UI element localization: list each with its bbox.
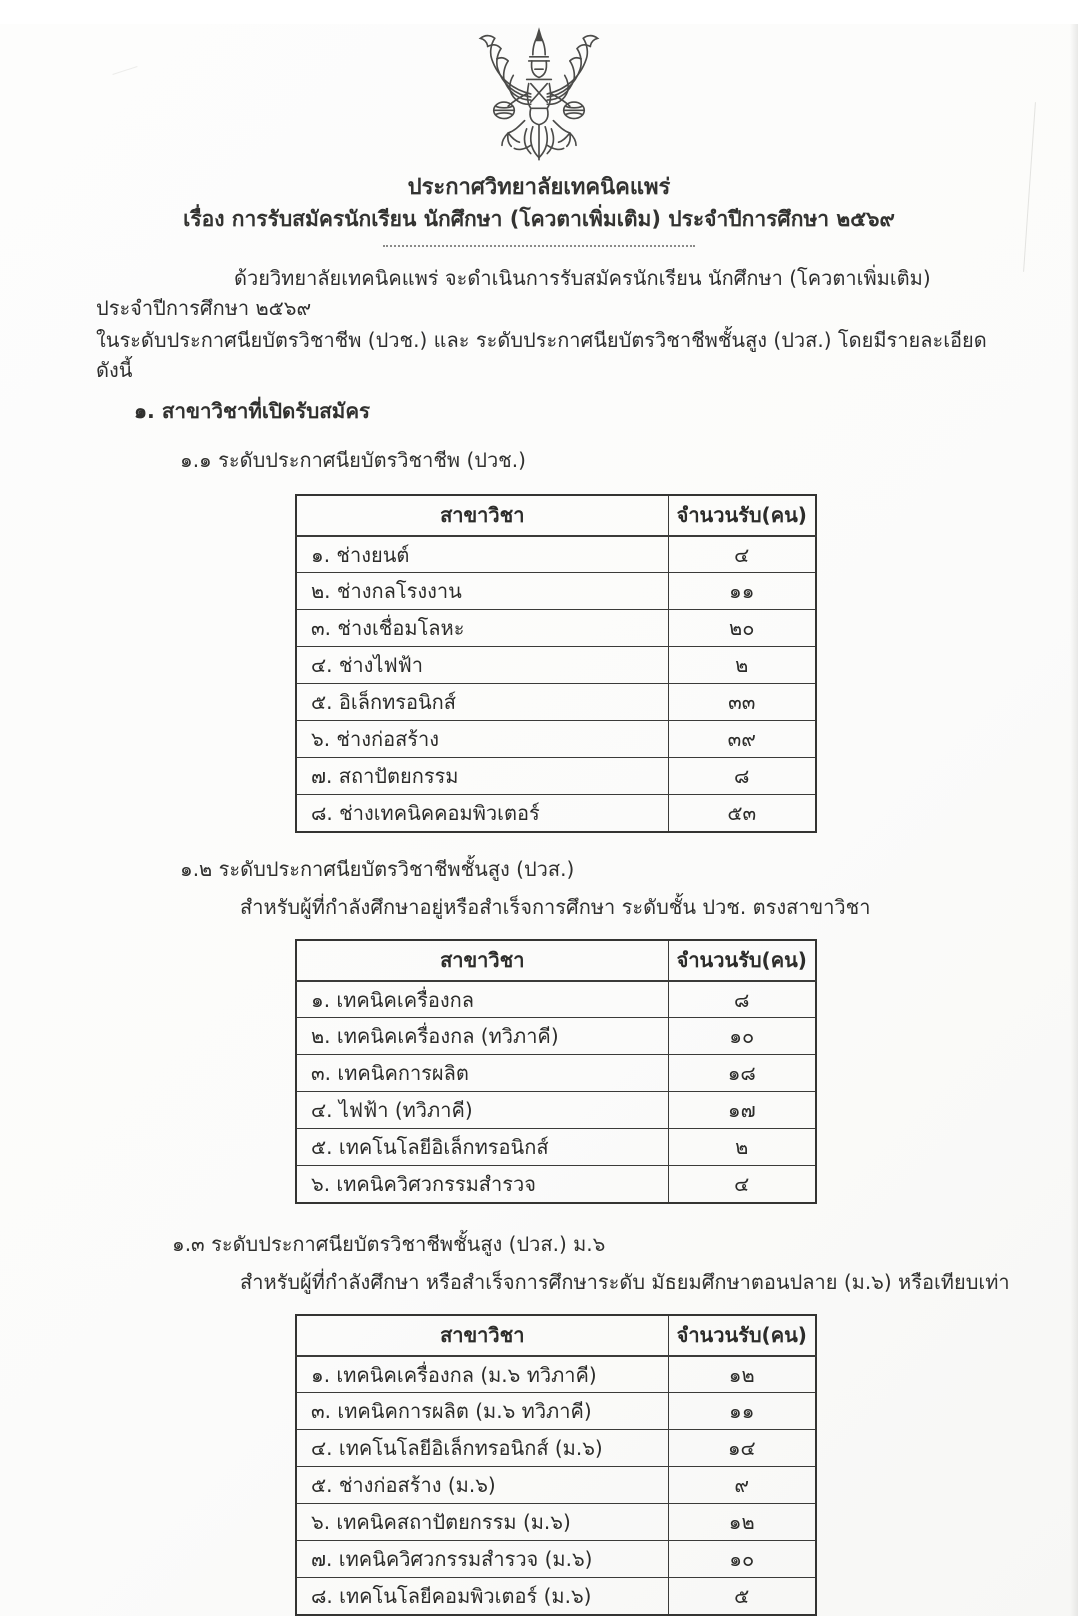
subject-cell: ๕. อิเล็กทรอนิกส์	[296, 684, 668, 721]
count-cell: ๘	[668, 981, 816, 1018]
count-cell: ๑๐	[668, 1018, 816, 1055]
column-header-subject: สาขาวิชา	[296, 940, 668, 981]
count-cell: ๑๑	[668, 1393, 816, 1430]
table-row	[296, 1166, 816, 1203]
count-cell: ๕	[668, 1578, 816, 1615]
subject-cell: ๑. เทคนิคเครื่องกล (ม.๖ ทวิภาคี)	[296, 1356, 668, 1393]
count-cell: ๑๑	[668, 573, 816, 610]
table-row	[296, 1430, 816, 1467]
subject-cell: ๘. ช่างเทคนิคคอมพิวเตอร์	[296, 795, 668, 832]
subject-cell: ๓. เทคนิคการผลิต (ม.๖ ทวิภาคี)	[296, 1393, 668, 1430]
table-row	[296, 758, 816, 795]
count-cell: ๙	[668, 1467, 816, 1504]
count-cell: ๒	[668, 647, 816, 684]
subject-cell: ๔. ไฟฟ้า (ทวิภาคี)	[296, 1092, 668, 1129]
column-header-subject: สาขาวิชา	[296, 1315, 668, 1356]
scan-edge-shadow	[1070, 24, 1078, 1616]
column-header-count: จำนวนรับ(คน)	[668, 1315, 816, 1356]
subject-cell: ๖. เทคนิคสถาปัตยกรรม (ม.๖)	[296, 1504, 668, 1541]
table-row	[296, 573, 816, 610]
subject-cell: ๗. เทคนิควิศวกรรมสำรวจ (ม.๖)	[296, 1541, 668, 1578]
intro-paragraph-line-2: ในระดับประกาศนียบัตรวิชาชีพ (ปวช.) และ ระดับประกาศนียบัตรวิชาชีพชั้นสูง (ปวส.) โดยมีรายละเอียดดังนี้	[96, 327, 987, 382]
subject-cell: ๓. เทคนิคการผลิต	[296, 1055, 668, 1092]
paper-crease-mark	[112, 66, 137, 75]
subject-cell: ๘. เทคโนโลยีคอมพิวเตอร์ (ม.๖)	[296, 1578, 668, 1615]
subject-cell: ๒. เทคนิคเครื่องกล (ทวิภาคี)	[296, 1018, 668, 1055]
count-cell: ๑๘	[668, 1055, 816, 1092]
count-cell: ๑๔	[668, 1430, 816, 1467]
table-row	[296, 684, 816, 721]
subject-cell: ๓. ช่างเชื่อมโลหะ	[296, 610, 668, 647]
section-1-1-heading: ๑.๑ ระดับประกาศนียบัตรวิชาชีพ (ปวช.)	[180, 447, 526, 472]
table-row	[296, 981, 816, 1018]
count-cell: ๒๐	[668, 610, 816, 647]
column-header-count: จำนวนรับ(คน)	[668, 495, 816, 536]
column-header-subject: สาขาวิชา	[296, 495, 668, 536]
subject-cell: ๔. เทคโนโลยีอิเล็กทรอนิกส์ (ม.๖)	[296, 1430, 668, 1467]
count-cell: ๔	[668, 536, 816, 573]
section-1-2-note: สำหรับผู้ที่กำลังศึกษาอยู่หรือสำเร็จการศึกษา ระดับชั้น ปวช. ตรงสาขาวิชา	[240, 894, 871, 919]
table-row	[296, 1467, 816, 1504]
section-1-3-heading: ๑.๓ ระดับประกาศนียบัตรวิชาชีพชั้นสูง (ปวส.) ม.๖	[172, 1231, 606, 1256]
subject-cell: ๖. เทคนิควิศวกรรมสำรวจ	[296, 1166, 668, 1203]
section-1-2-heading: ๑.๒ ระดับประกาศนียบัตรวิชาชีพชั้นสูง (ปวส.)	[180, 856, 575, 881]
count-cell: ๓๓	[668, 684, 816, 721]
count-cell: ๑๒	[668, 1356, 816, 1393]
section-1-heading: ๑. สาขาวิชาที่เปิดรับสมัคร	[134, 398, 371, 423]
pvch-quota-table	[295, 494, 817, 833]
table-row	[296, 1018, 816, 1055]
subject-cell: ๑. เทคนิคเครื่องกล	[296, 981, 668, 1018]
table-header-row	[296, 1315, 816, 1356]
section-1-3-note: สำหรับผู้ที่กำลังศึกษา หรือสำเร็จการศึกษาระดับ มัธยมศึกษาตอนปลาย (ม.๖) หรือเทียบเท่า	[240, 1269, 1010, 1294]
subject-cell: ๕. ช่างก่อสร้าง (ม.๖)	[296, 1467, 668, 1504]
document-subject: เรื่อง การรับสมัครนักเรียน นักศึกษา (โควตาเพิ่มเติม) ประจำปีการศึกษา ๒๕๖๙	[183, 206, 895, 231]
pvs-m6-quota-table	[295, 1314, 817, 1616]
count-cell: ๕๓	[668, 795, 816, 832]
subject-cell: ๑. ช่างยนต์	[296, 536, 668, 573]
table-row	[296, 1055, 816, 1092]
table-row	[296, 1541, 816, 1578]
subject-cell: ๗. สถาปัตยกรรม	[296, 758, 668, 795]
table-row	[296, 1393, 816, 1430]
column-header-count: จำนวนรับ(คน)	[668, 940, 816, 981]
table-row	[296, 795, 816, 832]
document-title: ประกาศวิทยาลัยเทคนิคแพร่	[407, 175, 671, 200]
intro-paragraph-line-1: ด้วยวิทยาลัยเทคนิคแพร่ จะดำเนินการรับสมัครนักเรียน นักศึกษา (โควตาเพิ่มเติม) ประจำปีการศึกษา ๒๕๖๙	[96, 265, 931, 320]
table-header-row	[296, 940, 816, 981]
table-header-row	[296, 495, 816, 536]
scanned-document-page	[0, 24, 1078, 1616]
table-row	[296, 1092, 816, 1129]
table-row	[296, 1578, 816, 1615]
table-row	[296, 610, 816, 647]
table-row	[296, 1129, 816, 1166]
subject-cell: ๖. ช่างก่อสร้าง	[296, 721, 668, 758]
subject-cell: ๒. ช่างกลโรงงาน	[296, 573, 668, 610]
table-row	[296, 647, 816, 684]
table-row	[296, 536, 816, 573]
count-cell: ๑๐	[668, 1541, 816, 1578]
table-row	[296, 1504, 816, 1541]
pvs-quota-table	[295, 939, 817, 1204]
table-row	[296, 721, 816, 758]
dotted-separator	[383, 245, 695, 247]
subject-cell: ๕. เทคโนโลยีอิเล็กทรอนิกส์	[296, 1129, 668, 1166]
count-cell: ๑๗	[668, 1092, 816, 1129]
table-row	[296, 1356, 816, 1393]
subject-cell: ๔. ช่างไฟฟ้า	[296, 647, 668, 684]
count-cell: ๔	[668, 1166, 816, 1203]
count-cell: ๘	[668, 758, 816, 795]
count-cell: ๓๙	[668, 721, 816, 758]
garuda-emblem-icon	[459, 24, 619, 172]
count-cell: ๑๒	[668, 1504, 816, 1541]
count-cell: ๒	[668, 1129, 816, 1166]
